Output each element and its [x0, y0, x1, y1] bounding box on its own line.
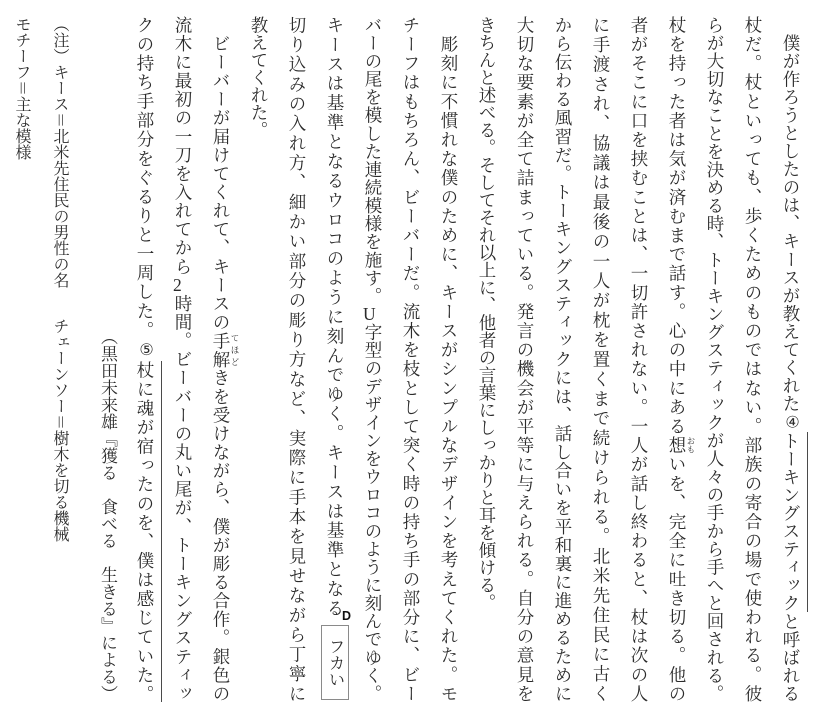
text-run: 字型のデザインをウロコのように刻んでゆく。: [363, 323, 383, 703]
furigana: てほど: [230, 331, 240, 368]
passage: [2, 16, 810, 702]
text-run: キースは基準となるウロコのように刻んでゆく。キースは基準となる: [325, 16, 345, 619]
text-run: に手渡され、協議は最後の一人が枕を置くまで続けられる。北米先住民に古く: [591, 16, 611, 702]
note-line-2: [2, 16, 40, 702]
text-run: から伝わる風習だ。トーキングスティックには、話し合いを平和裏に進めるために: [553, 16, 573, 703]
note-chainsaw: チェーンソー＝樹木を切る機械: [51, 318, 68, 543]
text-run: ビーバーが届けてくれて、キースの: [211, 16, 231, 332]
text-run: 教えてくれた。: [249, 16, 269, 139]
text-column: [696, 16, 734, 702]
text-run: と呼ばれる: [781, 612, 801, 703]
upright-character: U: [363, 305, 376, 323]
answer-box-label: D: [341, 608, 351, 623]
text-column: [126, 16, 164, 702]
marker-5: ⑤: [137, 339, 154, 361]
furigana: おも: [686, 436, 696, 454]
text-column: [202, 16, 240, 702]
text-run: いを、完全に吐き切る。他の: [667, 455, 687, 703]
note-line-1: [40, 16, 78, 702]
text-run: きちんと述べる。そしてそれ以上に、他者の言葉にしっかりと耳を傾ける。: [477, 16, 497, 611]
text-run: 大切な要素が全て詰まっている。発言の機会が平等に与えられる。自分の意見を: [515, 16, 535, 702]
note-motif: モチーフ＝主な模様: [13, 16, 30, 161]
text-run: 杖だ。杖といっても、歩くためのものではない。部族の寄合の場で使われる。彼: [743, 16, 763, 702]
answer-box-text: フカい: [326, 637, 345, 688]
text-run: 時間。ビーバーの丸い尾が、トーキングスティッ: [173, 294, 193, 703]
note-keith: （注）キース＝北米先住民の男性の名: [51, 16, 68, 289]
text-column: [506, 16, 544, 702]
text-column: [734, 16, 772, 702]
text-column: [164, 16, 202, 702]
marker-4: ④: [783, 412, 800, 433]
answer-box-D: [321, 608, 351, 701]
text-column: [772, 16, 810, 702]
ruby-text: 想 おも: [667, 436, 696, 456]
attribution: （黒田未来雄『獲る 食べる 生きる』による）: [98, 328, 117, 702]
text-column: [582, 16, 620, 702]
text-column: [278, 16, 316, 702]
emphasized-text: トーキングスティック: [781, 432, 808, 612]
text-column: [316, 16, 354, 702]
text-column: [354, 16, 392, 702]
upright-character: 2: [173, 275, 182, 294]
text-run: 切り込みの入れ方、細かい部分の彫り方など、実際に手本を見せながら丁寧に: [287, 16, 307, 702]
text-run: バーの尾を模した連続模様を施す。: [363, 16, 383, 306]
text-run: らが大切なことを決める時、トーキングスティックが人々の手から手へと回される。: [705, 16, 725, 702]
text-column: [620, 16, 658, 702]
text-column: [544, 16, 582, 702]
text-run: 僕が作ろうとしたのは、キースが教えてくれた: [781, 16, 801, 413]
emphasized-text: 杖に魂が宿ったのを、僕は感じていた。: [135, 361, 162, 702]
text-run: 彫刻に不慣れな僕のために、キースがシンプルなデザインを考えてくれた。モ: [439, 16, 459, 702]
ruby-text: 手解 てほど: [211, 331, 240, 369]
text-run: 流木に最初の一刀を入れてから: [173, 16, 193, 276]
text-run: クの持ち手部分をぐるりと一周した。: [135, 16, 155, 340]
text-column: [240, 16, 278, 702]
text-column: [468, 16, 506, 702]
text-column: [658, 16, 696, 702]
text-column: [430, 16, 468, 702]
text-run: 杖を持った者は気が済むまで話す。心の中にある: [667, 16, 687, 437]
text-run: きを受けながら、僕が彫る合作。銀色の: [211, 368, 231, 703]
text-column: [392, 16, 430, 702]
text-run: 者がそこに口を挟むことは、一切許されない。一人が話し終わると、杖は次の人: [629, 16, 649, 702]
text-run: チーフはもちろん、ビーバーだ。流木を枝として突く時の持ち手の部分に、ビー: [401, 16, 421, 702]
